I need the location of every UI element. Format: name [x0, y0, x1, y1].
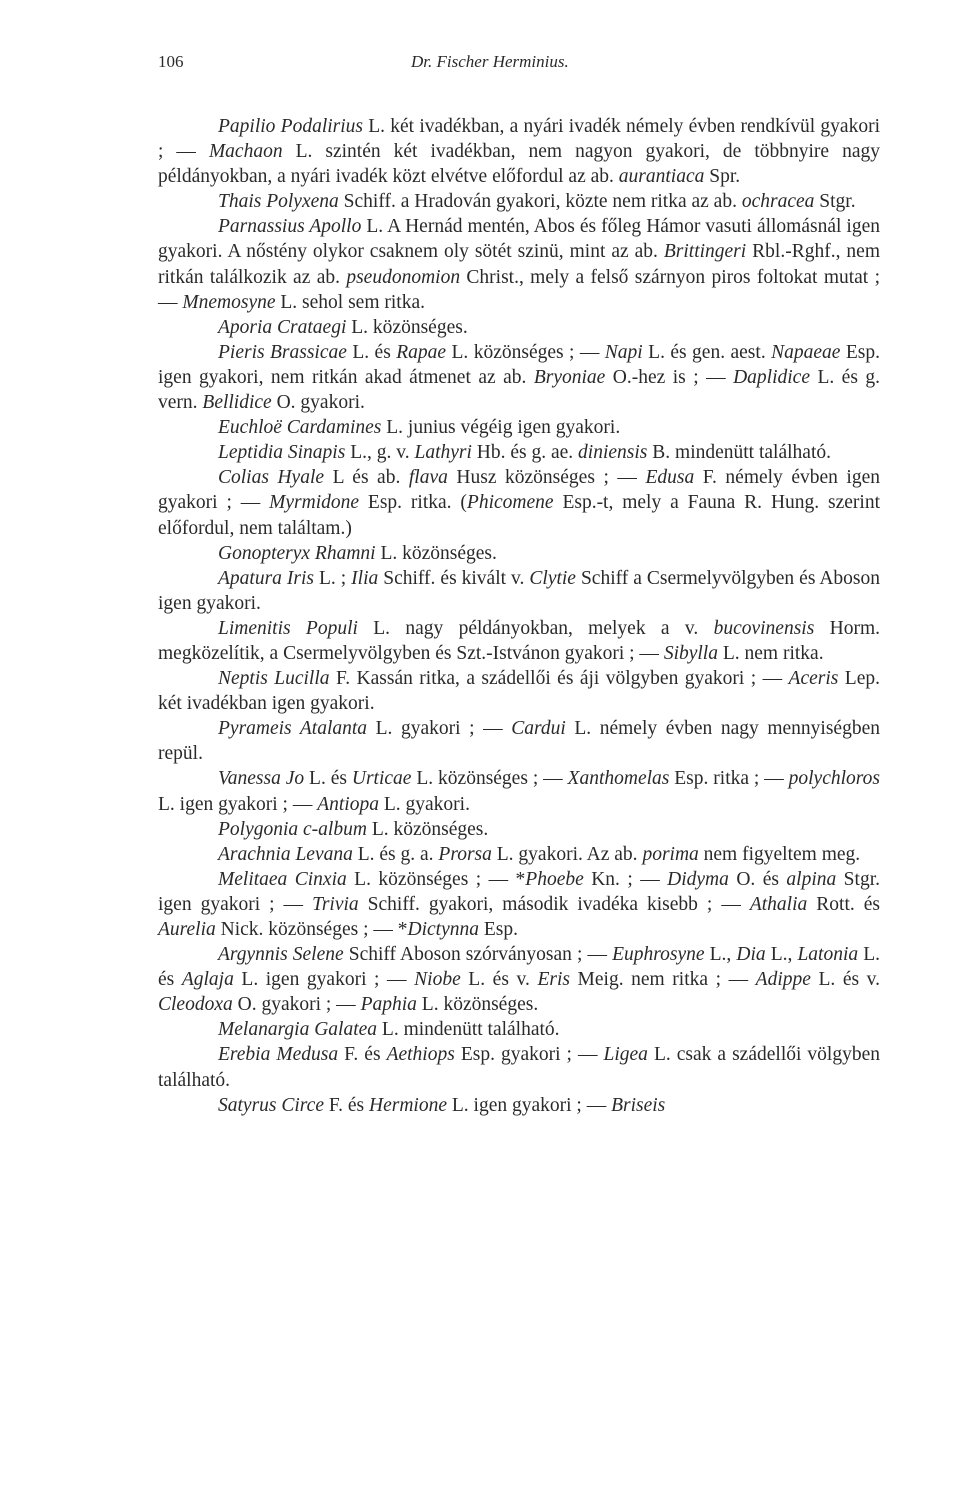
taxon-name: Arachnia Levana — [218, 843, 353, 865]
entry-text: L. junius végéig igen gyakori. — [381, 417, 621, 439]
taxon-name: Athalia — [749, 893, 808, 915]
species-entry — [158, 666, 880, 716]
species-entry — [158, 566, 880, 616]
species-entry — [158, 340, 880, 415]
entry-text: Christ., mely a felső szárnyon piros foltokat mutat ; — — [158, 266, 880, 313]
entry-text: F. némely évben igen gyakori ; — — [158, 467, 881, 514]
taxon-name: Antiopa — [317, 793, 379, 815]
page-header — [158, 52, 878, 76]
entry-text: L. nagy példányokban, melyek a v. — [357, 617, 714, 639]
taxon-name: Thais Polyxena — [218, 191, 339, 213]
taxon-name: porima — [642, 843, 699, 865]
taxon-name: Pieris Brassicae — [218, 341, 347, 363]
taxon-name: Myrmidone — [269, 492, 360, 514]
entry-text: L. igen gyakori ; — — [233, 969, 415, 991]
taxon-name: Polygonia c-album — [218, 818, 367, 840]
entry-text: Esp. ritka ; — — [669, 768, 789, 790]
taxon-name: flava — [408, 467, 448, 489]
entry-text: B. mindenütt található. — [647, 442, 831, 464]
species-entry — [158, 842, 880, 867]
taxon-name: Melitaea Cinxia — [218, 868, 347, 890]
taxon-name: Argynnis Selene — [218, 944, 344, 966]
taxon-name: Xanthomelas — [567, 768, 670, 790]
entry-text: Stgr. — [814, 191, 856, 213]
taxon-name: Bellidice — [202, 392, 272, 414]
entry-text: L. szintén két ivadékban, nem nagyon gyakori, de többnyire nagy példányokban, a nyári ivadék közt elvétve előfordul az ab. — [158, 141, 880, 188]
taxon-name: Apatura Iris — [218, 567, 314, 589]
species-entry — [158, 541, 880, 566]
entry-text: Schiff Aboson szórványosan ; — — [343, 944, 613, 966]
taxon-name: Phicomene — [466, 492, 554, 514]
entry-text: L. nem ritka. — [717, 642, 824, 664]
page-number: 106 — [158, 52, 184, 71]
entry-text: L., — [704, 944, 737, 966]
taxon-name: pseudonomion — [346, 266, 461, 288]
species-list-text — [158, 114, 880, 1118]
taxon-name: Satyrus Circe — [218, 1094, 324, 1116]
taxon-name: Aethiops — [386, 1044, 455, 1066]
entry-text: L. és gen. aest. — [642, 341, 772, 363]
entry-text: L. és — [346, 341, 397, 363]
taxon-name: Euphrosyne — [612, 944, 705, 966]
taxon-name: Clytie — [529, 567, 576, 589]
taxon-name: Aglaja — [181, 969, 234, 991]
species-entry — [158, 716, 880, 766]
taxon-name: Phoebe — [525, 868, 584, 890]
taxon-name: Parnassius Apollo — [218, 216, 362, 238]
entry-text: L. igen gyakori ; — — [158, 793, 318, 815]
species-entry — [158, 315, 880, 340]
entry-text: L. gyakori. Az ab. — [491, 843, 643, 865]
entry-text: Meig. nem ritka ; — — [569, 969, 756, 991]
taxon-name: Napaeae — [771, 341, 841, 363]
taxon-name: Napi — [604, 341, 643, 363]
entry-text: L. sehol sem ritka. — [275, 291, 425, 313]
taxon-name: bucovinensis — [713, 617, 815, 639]
entry-text: Stgr. igen gyakori ; — — [158, 868, 880, 915]
taxon-name: Lathyri — [414, 442, 472, 464]
entry-text: L. közönséges. — [346, 316, 468, 338]
taxon-name: Limenitis Populi — [218, 617, 358, 639]
entry-text: L. közönséges ; — — [411, 768, 568, 790]
entry-text: L. és g. vern. — [158, 366, 881, 414]
taxon-name: Trivia — [312, 893, 359, 915]
taxon-name: ochracea — [741, 191, 815, 213]
taxon-name: Pyrameis Atalanta — [218, 718, 368, 740]
entry-text: nem figyeltem meg. — [698, 843, 861, 865]
entry-text: Horm. megközelítik, a Csermelyvölgyben és Szt.-Istvánon gyakori ; — — [158, 617, 881, 664]
entry-text: L. két ivadékban, a nyári ivadék némely évben rendkívül gyakori ; — — [158, 116, 880, 163]
species-entry — [158, 1093, 880, 1118]
taxon-name: Euchloë Cardamines — [218, 417, 382, 439]
taxon-name: Adippe — [755, 969, 811, 991]
taxon-name: Edusa — [645, 467, 695, 489]
entry-text: O.-hez is ; — — [605, 366, 734, 388]
taxon-name: Hermione — [369, 1094, 447, 1116]
entry-text: L. és v. — [810, 969, 881, 991]
entry-text: L., — [765, 944, 798, 966]
entry-text: L. igen gyakori ; — — [447, 1094, 612, 1116]
taxon-name: alpina — [786, 868, 837, 890]
entry-text: Rbl.-Rghf., nem ritkán találkozik az ab. — [158, 241, 880, 288]
taxon-name: Papilio Podalirius — [218, 116, 363, 137]
entry-text: Spr. — [704, 166, 741, 188]
taxon-name: Bryoniae — [533, 366, 606, 388]
entry-text: O. gyakori ; — — [232, 994, 361, 1016]
entry-text: L. ; — [314, 567, 352, 589]
species-entry — [158, 189, 880, 214]
entry-text: L. és v. — [460, 969, 538, 991]
entry-text: Kn. ; — — [583, 868, 668, 890]
taxon-name: polychloros — [788, 768, 880, 790]
entry-text: L. közönséges. — [416, 994, 539, 1016]
species-entry — [158, 1042, 880, 1092]
species-entry — [158, 415, 880, 440]
species-entry — [158, 867, 880, 942]
entry-text: L. némely évben nagy mennyiségben repül. — [158, 718, 880, 765]
entry-text: L és ab. — [324, 467, 409, 489]
taxon-name: Leptidia Sinapis — [218, 442, 346, 464]
entry-text: Nick. közönséges ; — * — [215, 919, 408, 940]
entry-text: Esp.-t, mely a Fauna R. Hung. szerint előfordul, nem találtam.) — [158, 492, 881, 539]
taxon-name: Sibylla — [663, 642, 718, 664]
entry-text: L. A Hernád mentén, Abos és főleg Hámor vasuti állomásnál igen gyakori. A nőstény olykor csaknem oly sötét szinü, mint az ab. — [158, 216, 880, 263]
taxon-name: Daplidice — [733, 366, 810, 388]
entry-text: F. és — [338, 1044, 387, 1066]
entry-text: Rott. és — [807, 893, 880, 915]
entry-text: F. Kassán ritka, a szádellői és áji völgyben gyakori ; — — [329, 668, 789, 690]
entry-text: L. közönséges ; — * — [346, 868, 526, 890]
species-entry — [158, 465, 880, 540]
species-entry — [158, 440, 880, 465]
taxon-name: Aporia Crataegi — [218, 316, 347, 338]
taxon-name: Vanessa Jo — [218, 768, 305, 790]
taxon-name: Eris — [537, 969, 570, 991]
entry-text: L. közönséges ; — — [446, 341, 605, 363]
taxon-name: aurantiaca — [618, 166, 705, 188]
taxon-name: Neptis Lucilla — [218, 668, 330, 690]
taxon-name: Cardui — [511, 718, 566, 740]
taxon-name: Cleodoxa — [158, 994, 233, 1016]
entry-text: L. és — [158, 944, 880, 991]
taxon-name: Machaon — [208, 141, 283, 163]
entry-text: L. csak a szádellői völgyben található. — [158, 1044, 880, 1091]
running-head: Dr. Fischer Herminius. — [411, 52, 569, 71]
taxon-name: Ligea — [603, 1044, 648, 1066]
taxon-name: Dia — [736, 944, 766, 966]
taxon-name: Brittingeri — [663, 241, 747, 263]
entry-text: Esp. ritka. ( — [359, 492, 467, 514]
entry-text: Husz közönséges ; — — [447, 467, 646, 489]
taxon-name: Urticae — [351, 768, 412, 790]
species-entry — [158, 766, 880, 816]
entry-text: Esp. — [478, 919, 518, 940]
entry-text: O. gyakori. — [271, 392, 365, 414]
taxon-name: Rapae — [396, 341, 447, 363]
entry-text: F. és — [323, 1094, 370, 1116]
taxon-name: Prorsa — [438, 843, 492, 865]
entry-text: L. gyakori. — [378, 793, 470, 815]
species-entry — [158, 214, 880, 314]
taxon-name: Colias Hyale — [218, 467, 325, 489]
entry-text: L. gyakori ; — — [367, 718, 512, 740]
entry-text: Lep. két ivadékban igen gyakori. — [158, 668, 880, 715]
taxon-name: Niobe — [414, 969, 461, 991]
entry-text: Schiff a Csermelyvölgyben és Aboson igen gyakori. — [158, 567, 880, 614]
taxon-name: Paphia — [360, 994, 417, 1016]
entry-text: L. mindenütt található. — [377, 1019, 560, 1041]
species-entry — [158, 616, 880, 666]
taxon-name: Ilia — [351, 567, 379, 589]
entry-text: Esp. igen gyakori, nem ritkán akad átmenet az ab. — [158, 341, 881, 388]
species-entry — [158, 1017, 880, 1042]
taxon-name: Erebia Medusa — [218, 1044, 339, 1066]
entry-text: Schiff. a Hradován gyakori, közte nem ritka az ab. — [338, 191, 742, 213]
taxon-name: diniensis — [578, 442, 648, 464]
taxon-name: Aceris — [788, 668, 839, 690]
species-entry — [158, 114, 880, 189]
entry-text: Esp. gyakori ; — — [454, 1044, 604, 1066]
taxon-name: Didyma — [667, 868, 729, 890]
entry-text: L. és g. a. — [352, 843, 439, 865]
taxon-name: Briseis — [611, 1094, 666, 1116]
entry-text: L., g. v. — [345, 442, 415, 464]
taxon-name: Melanargia Galatea — [218, 1019, 378, 1041]
entry-text: Schiff. és kivált v. — [378, 567, 530, 589]
entry-text: O. és — [728, 868, 787, 890]
taxon-name: Dictynna — [407, 919, 479, 940]
taxon-name: Gonopteryx Rhamni — [218, 542, 376, 564]
entry-text: L. közönséges. — [375, 542, 497, 564]
entry-text: Hb. és g. ae. — [471, 442, 579, 464]
taxon-name: Aurelia — [158, 919, 216, 940]
species-entry — [158, 817, 880, 842]
taxon-name: Latonia — [797, 944, 859, 966]
entry-text: Schiff. gyakori, második ivadéka kisebb ; — — [358, 893, 750, 915]
species-entry — [158, 942, 880, 1017]
taxon-name: Mnemosyne — [182, 291, 276, 313]
entry-text: L. közönséges. — [366, 818, 489, 840]
entry-text: L. és — [304, 768, 352, 790]
